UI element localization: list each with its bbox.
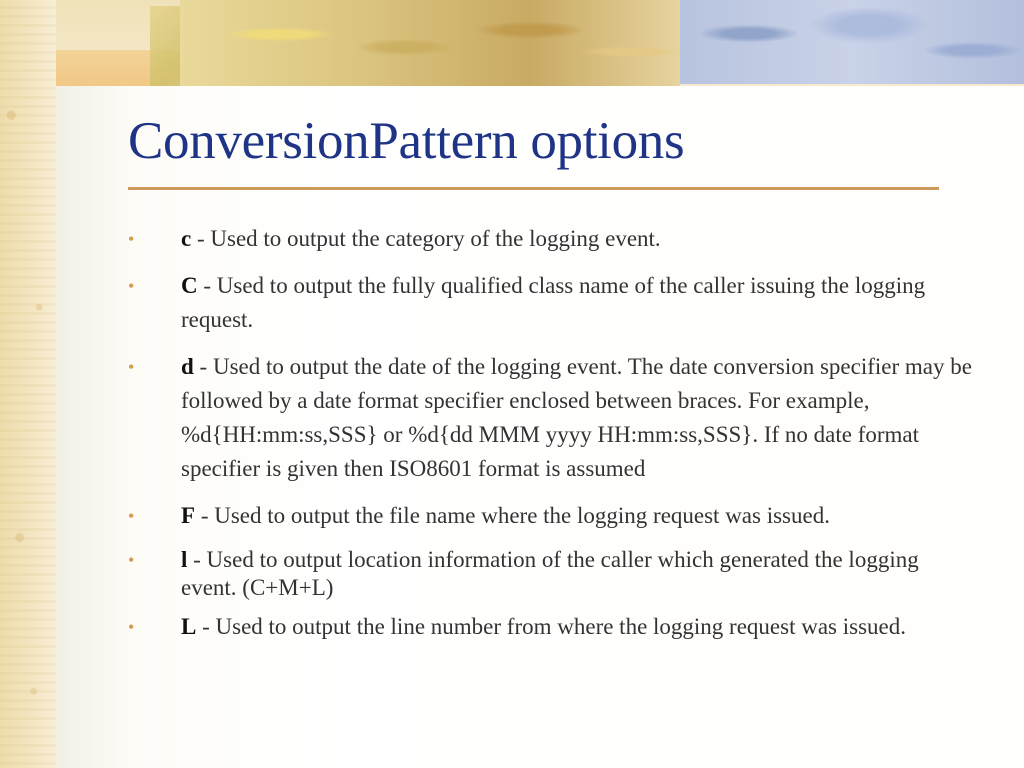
bullet-list	[128, 222, 978, 652]
option-description: - Used to output the line number from where the logging request was issued.	[196, 614, 906, 639]
decorative-autumn-collage	[180, 0, 680, 86]
slide-title: ConversionPattern options	[128, 112, 685, 170]
decorative-blue-collage	[680, 0, 1024, 84]
bullet-icon: •	[128, 276, 135, 296]
bullet-icon: •	[128, 229, 135, 249]
option-key: l	[181, 547, 188, 572]
bullet-icon: •	[128, 550, 135, 570]
option-key: c	[181, 226, 192, 251]
bullet-item-C	[128, 269, 978, 337]
bullet-item-l	[128, 546, 978, 602]
bullet-icon: •	[128, 506, 135, 526]
option-description: - Used to output the fully qualified class name of the caller issuing the logging request.	[181, 273, 926, 332]
option-key: d	[181, 354, 194, 379]
option-key: C	[181, 273, 198, 298]
bullet-item-d	[128, 350, 978, 486]
left-parchment-strip	[0, 0, 56, 768]
bullet-item-c	[128, 222, 978, 256]
bullet-item-L	[128, 613, 978, 641]
option-description: - Used to output the file name where the logging request was issued.	[195, 503, 830, 528]
option-description: - Used to output the category of the logging event.	[191, 226, 661, 251]
bullet-icon: •	[128, 357, 135, 377]
bullet-icon: •	[128, 617, 135, 637]
option-key: L	[181, 614, 197, 639]
option-description: - Used to output the date of the logging event. The date conversion specifier may be followed by a date format specifier enclosed between braces. For example, %d{HH:mm:ss,SSS} or %d{dd MMM yyyy HH:mm:ss,SSS}. If no date format specifier is given then ISO8601 format is assumed	[181, 354, 972, 481]
title-underline	[128, 187, 939, 190]
option-description: - Used to output location information of the caller which generated the logging event. (C+M+L)	[181, 547, 919, 600]
option-key: F	[181, 503, 196, 528]
bullet-item-F	[128, 499, 978, 533]
